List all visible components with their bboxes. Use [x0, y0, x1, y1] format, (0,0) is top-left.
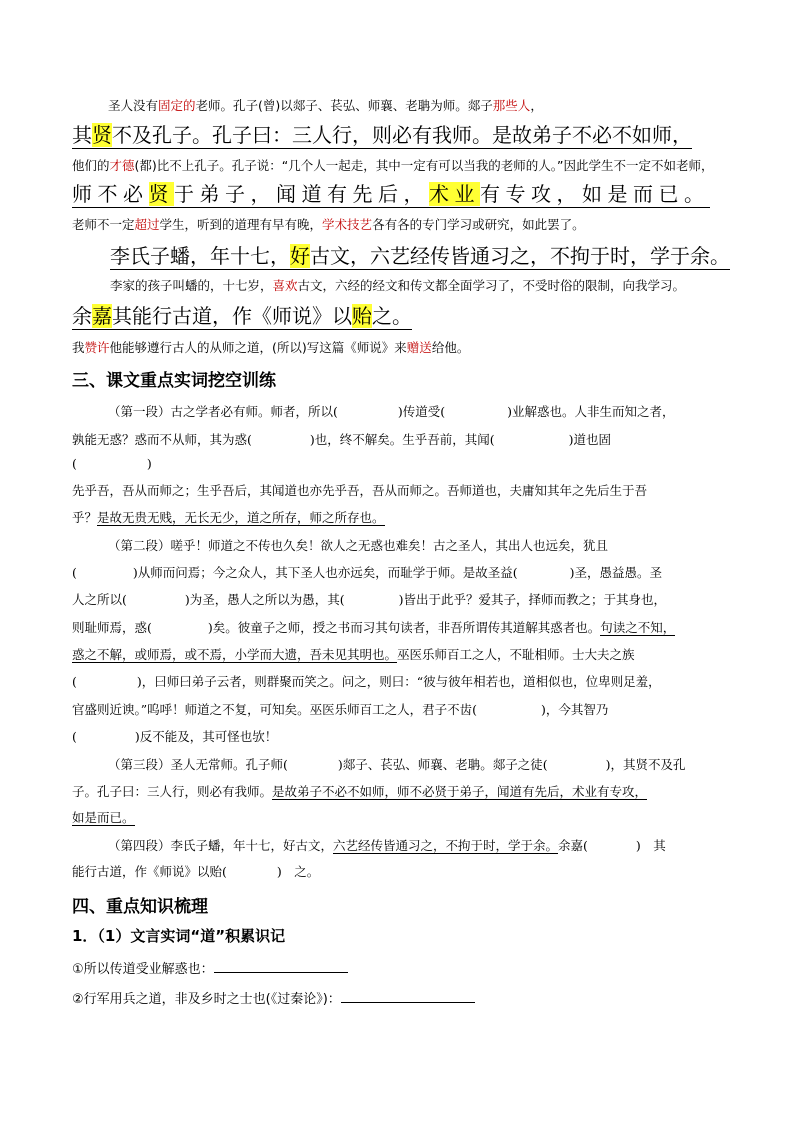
text: （第一段）古之学者必有师。师者，所以( — [108, 404, 338, 419]
highlight-red: 固定的 — [158, 98, 196, 113]
section-heading: 四、重点知识梳理 — [72, 897, 208, 917]
translation-line-1 — [108, 96, 543, 114]
text: 师不必 — [72, 182, 149, 206]
text: 老师不一定 — [72, 217, 135, 232]
highlight-red: 赞许 — [84, 340, 110, 355]
text: （第二段）嗟乎！师道之不传也久矣！欲人之无惑也难矣！古之圣人，其出人也远矣，犹且 — [108, 538, 609, 553]
underlined-text: 如是而已。 — [72, 810, 135, 825]
text: ) — [146, 456, 152, 471]
text: 各有各的专门学习或研究，如此罢了。 — [372, 217, 585, 232]
text: )，其贤不及孔 — [605, 757, 686, 772]
text: )反不能及，其可怪也欤！ — [134, 729, 278, 744]
text: 有专攻，如是而已。 — [480, 182, 710, 206]
original-line-2 — [72, 178, 710, 208]
exercise-line — [72, 782, 647, 800]
exercise-line — [72, 808, 135, 826]
text: 乎？ — [72, 510, 98, 525]
text: 不及孔子。孔子曰：三人行，则必有我师。是故弟子不必不如师， — [112, 123, 692, 147]
exercise-line — [72, 645, 635, 663]
highlight-key-word: 嘉 — [92, 304, 112, 328]
text: 古文，六艺经传皆通习之，不拘于时，学于余。 — [310, 244, 730, 268]
original-line-1 — [72, 119, 692, 149]
text: （第三段）圣人无常师。孔子师( — [108, 757, 288, 772]
text: )，曰师曰弟子云者，则群聚而笑之。问之，则曰：“彼与彼年相若也，道相似也，位卑则足羞， — [136, 674, 661, 689]
text: )为圣，愚人之所以为愚，其( — [184, 592, 345, 607]
text: )，今其智乃 — [541, 702, 609, 717]
translation-line-3 — [72, 215, 585, 233]
text: ( — [72, 565, 77, 580]
answer-blank[interactable] — [214, 958, 348, 973]
original-line-4 — [72, 300, 412, 330]
question-1 — [72, 958, 348, 977]
text: ( — [72, 456, 77, 471]
text: 之。 — [372, 304, 412, 328]
subsection-heading: 1．（1）文言实词“道”积累识记 — [72, 927, 286, 945]
text: 其 — [72, 123, 92, 147]
text: (都)比不上孔子。孔子说：“几个人一起走，其中一定有可以当我的老师的人。”因此学生不一定不如老师， — [134, 158, 714, 173]
highlight-red: 超过 — [134, 217, 160, 232]
text: 巫医乐师百工之人，不耻相师。士大夫之族 — [397, 647, 635, 662]
text: 官盛则近谀。”呜呼！师道之不复，可知矣。巫医乐师百工之人，君子不齿( — [72, 702, 478, 717]
underlined-text: 惑之不解，或师焉，或不焉，小学而大遗，吾未见其明也。 — [72, 647, 398, 662]
exercise-line — [72, 862, 319, 880]
text: 其能行古道，作《师说》以 — [112, 304, 352, 328]
text: )从师而问焉；今之众人，其下圣人也亦远矣，而耻学于师。是故圣益( — [132, 565, 518, 580]
underlined-text: 句读之不知， — [600, 620, 676, 635]
highlight-key-word: 贤 — [148, 182, 174, 206]
text: （第四段）李氏子蟠，年十七，好古文， — [108, 838, 334, 853]
exercise-line — [72, 456, 152, 471]
text: ) 其 — [635, 838, 666, 853]
text: 则耻师焉，惑( — [72, 620, 152, 635]
text: ( — [72, 729, 77, 744]
text: 古文，六经的经文和传文都全面学习了，不受时俗的限制，向我学习。 — [297, 278, 686, 293]
text: 余嘉( — [558, 838, 588, 853]
text: )皆出于此乎？爱其子，择师而教之；于其身也， — [398, 592, 667, 607]
text: 人之所以( — [72, 592, 127, 607]
text: )圣，愚益愚。圣 — [569, 565, 663, 580]
text: ( — [72, 674, 77, 689]
text: 他能够遵行古人的从师之道，(所以)写这篇《师说》来 — [109, 340, 407, 355]
question-text: ①所以传道受业解惑也： — [72, 962, 214, 977]
highlight-key-word: 术业 — [429, 182, 480, 206]
exercise-line — [72, 508, 385, 526]
text: 我 — [72, 340, 85, 355]
highlight-key-word: 贻 — [352, 304, 372, 328]
highlight-red: 那些人 — [492, 98, 531, 113]
text: 李家的孩子叫蟠的，十七岁， — [110, 278, 273, 293]
text: )郯子、苌弘、师襄、老聃。郯子之徒( — [337, 757, 548, 772]
text: 圣人没有 — [108, 98, 159, 113]
text: )业解惑也。人非生而知之者， — [507, 404, 675, 419]
exercise-line — [108, 402, 675, 420]
text: )也，终不解矣。生乎吾前，其闻( — [309, 432, 495, 447]
text: 他们的 — [72, 158, 110, 173]
exercise-line — [72, 430, 611, 448]
exercise-line — [72, 481, 647, 499]
text: ) 之。 — [276, 864, 320, 879]
translation-line-2 — [72, 156, 714, 174]
text: )传道受( — [397, 404, 446, 419]
section-heading: 三、课文重点实词挖空训练 — [72, 371, 276, 391]
underlined-text: 是故无贵无贱，无长无少，道之所存，师之所存也。 — [97, 510, 385, 525]
text: )道也固 — [568, 432, 612, 447]
answer-blank[interactable] — [341, 988, 475, 1003]
highlight-key-word: 好 — [290, 244, 310, 268]
question-text: ②行军用兵之道，非及乡时之士也(《过秦论》)： — [72, 992, 341, 1007]
exercise-line — [108, 755, 686, 773]
text: )矣。彼童子之师，授之书而习其句读者，非吾所谓传其道解其惑者也。 — [207, 620, 601, 635]
highlight-key-word: 贤 — [92, 123, 112, 147]
highlight-red: 学术技艺 — [322, 217, 373, 232]
exercise-line — [72, 590, 666, 608]
translation-line-4 — [110, 276, 685, 294]
exercise-line — [72, 618, 675, 636]
exercise-line — [72, 563, 662, 581]
text: ， — [530, 98, 543, 113]
text: 子。孔子曰：三人行，则必有我师。 — [72, 784, 273, 799]
text: 于弟子，闻道有先后， — [174, 182, 429, 206]
exercise-line — [108, 836, 666, 854]
text: 给他。 — [431, 340, 470, 355]
text: 孰能无惑？惑而不从师，其为惑( — [72, 432, 252, 447]
text: 李氏子蟠，年十七， — [110, 244, 290, 268]
highlight-red: 才德 — [109, 158, 135, 173]
translation-line-5 — [72, 338, 469, 356]
exercise-line — [72, 672, 661, 690]
text: 余 — [72, 304, 92, 328]
text: 能行古道，作《师说》以贻( — [72, 864, 227, 879]
text: 学生，听到的道理有早有晚， — [159, 217, 323, 232]
underlined-text: 是故弟子不必不如师，师不必贤于弟子，闻道有先后，术业有专攻， — [272, 784, 648, 799]
question-2 — [72, 988, 475, 1007]
highlight-red: 喜欢 — [272, 278, 298, 293]
highlight-red: 赠送 — [406, 340, 432, 355]
text: 先乎吾，吾从而师之；生乎吾后，其闻道也亦先乎吾，吾从而师之。吾师道也，夫庸知其年之先后生于吾 — [72, 483, 648, 498]
exercise-line — [72, 700, 608, 718]
exercise-line — [72, 727, 277, 745]
underlined-text: 六艺经传皆通习之，不拘于时，学于余。 — [333, 838, 559, 853]
original-line-3 — [110, 240, 730, 270]
exercise-line — [108, 536, 608, 554]
text: 老师。孔子(曾)以郯子、苌弘、师襄、老聃为师。郯子 — [195, 98, 493, 113]
